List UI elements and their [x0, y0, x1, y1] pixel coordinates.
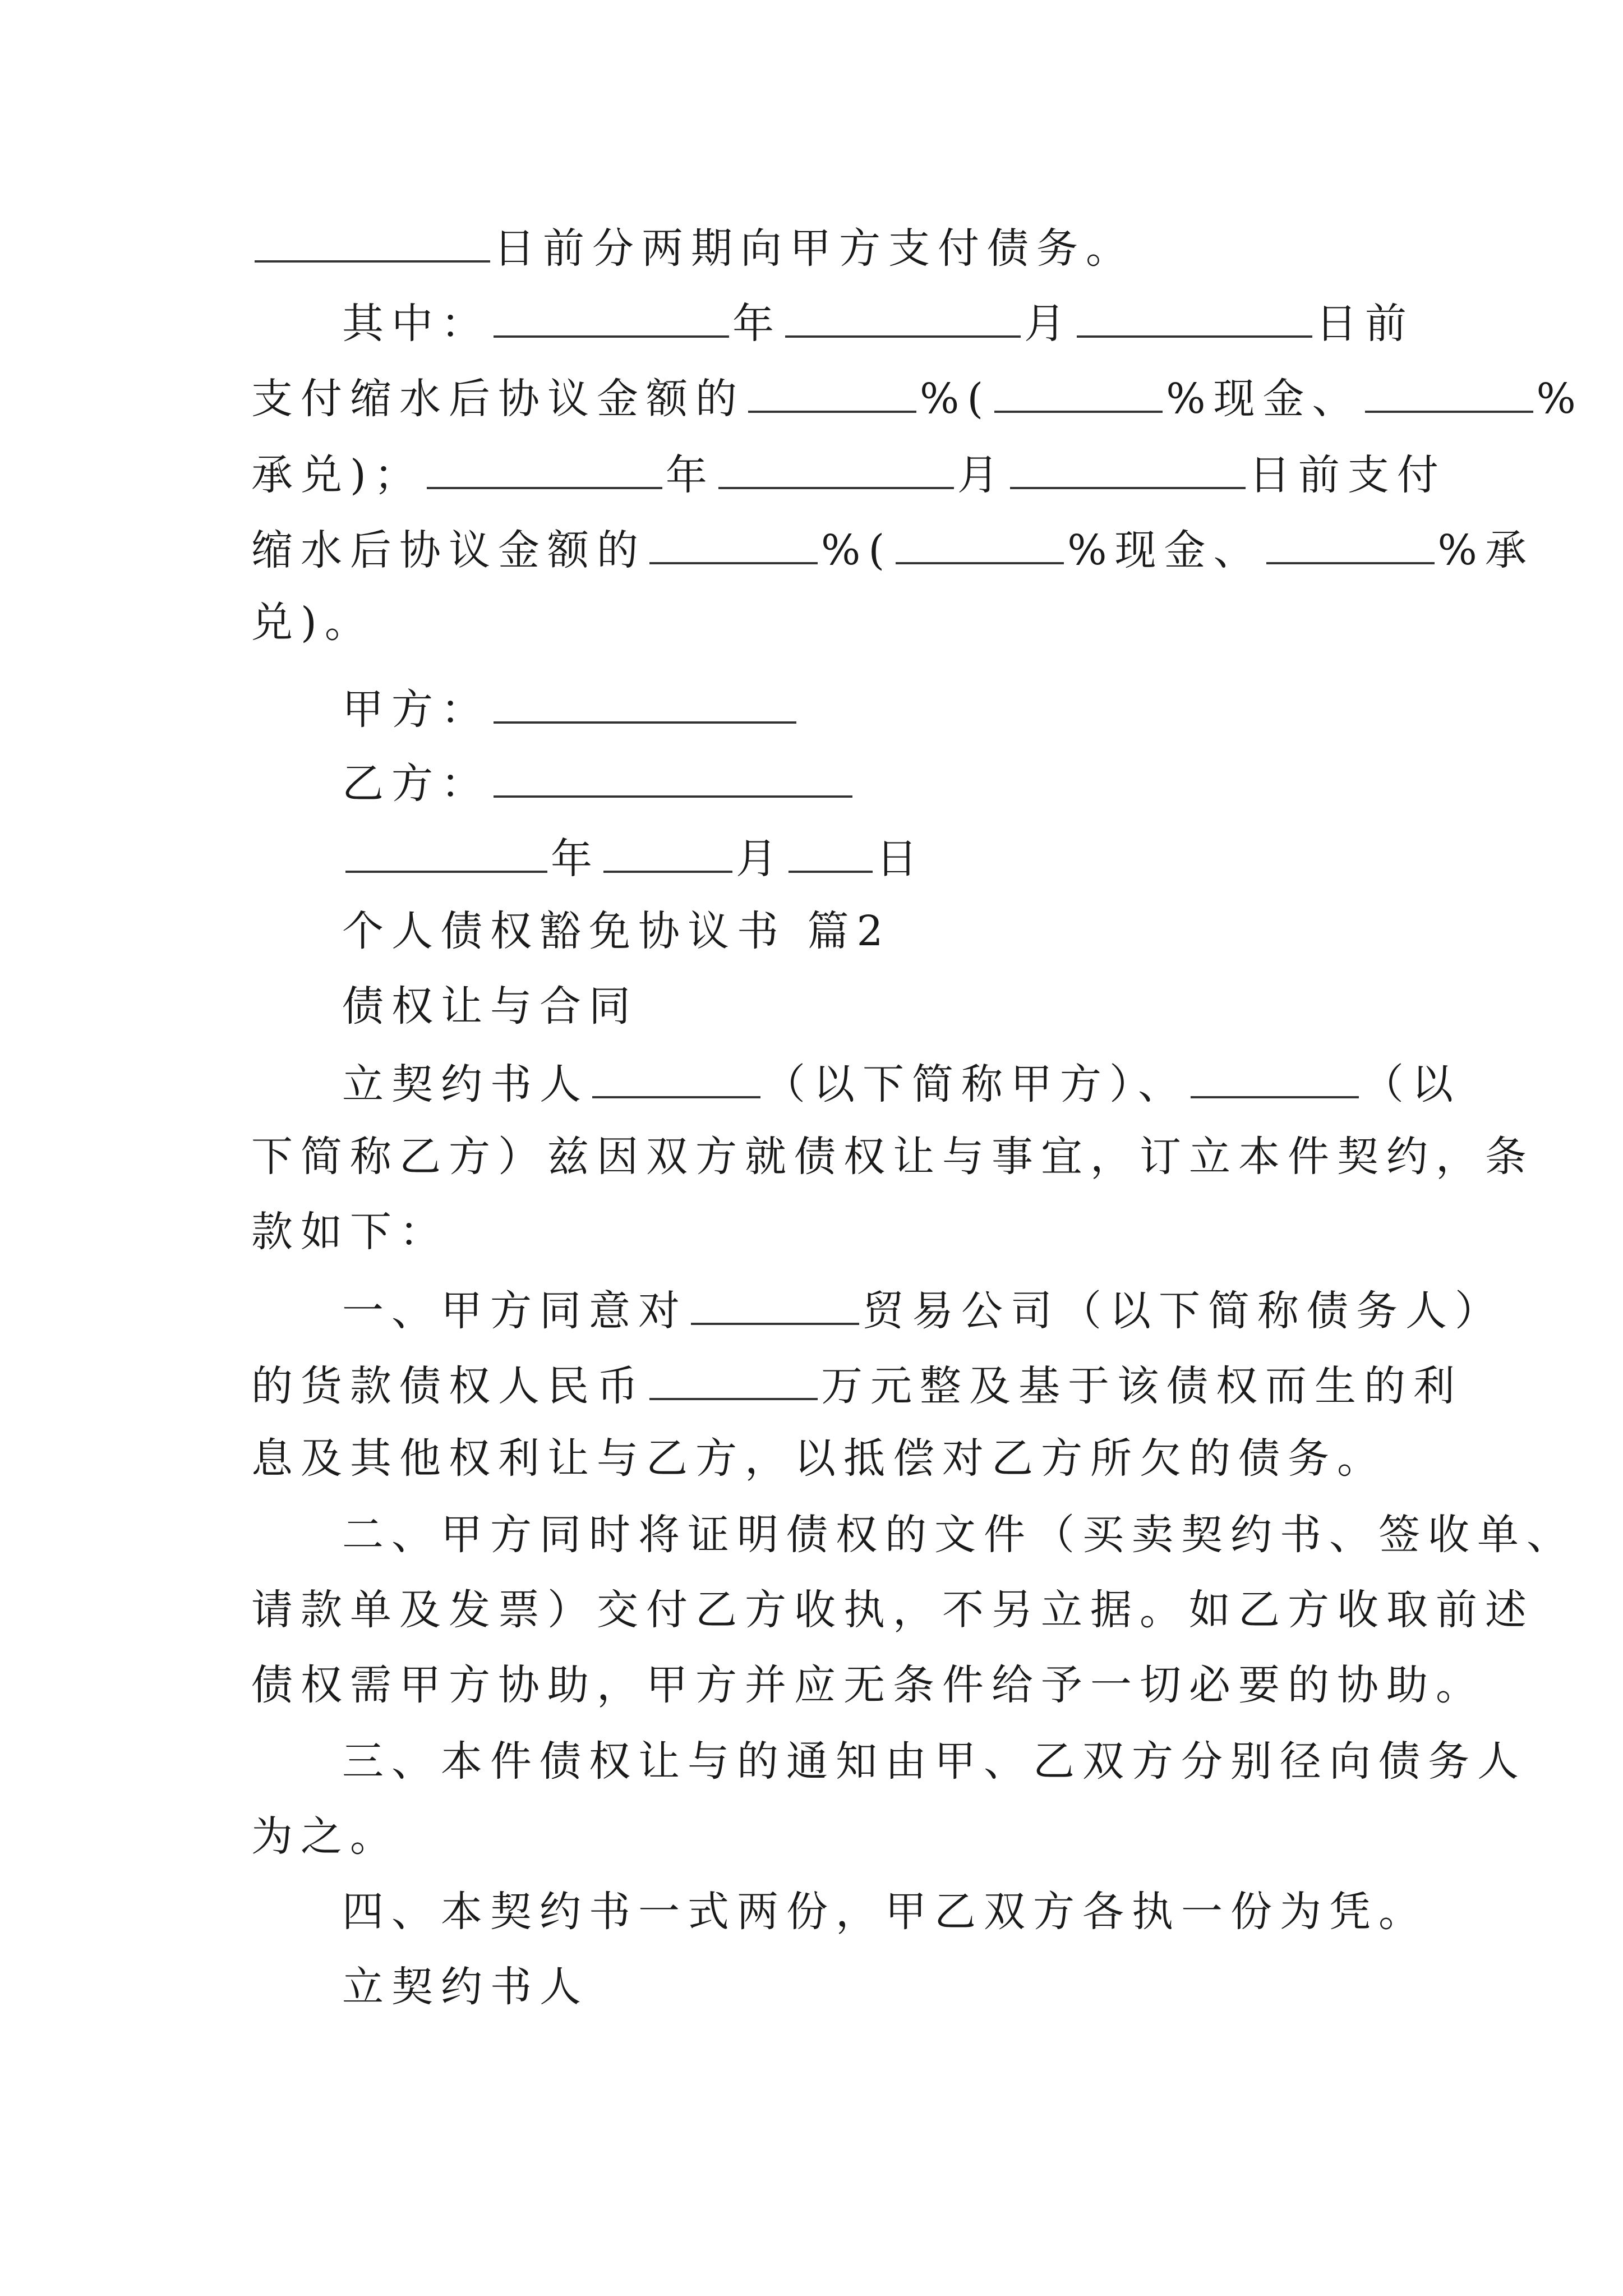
text-line: 债权需甲方协助，甲方并应无条件给予一切必要的协助。	[251, 1661, 1485, 1709]
blank-field	[1266, 510, 1435, 564]
blank-field	[494, 744, 852, 798]
text-line: 缩水后协议金额的 %( %现金、 %承	[251, 510, 1390, 585]
blank-field	[1365, 359, 1533, 413]
text-line: 息及其他权利让与乙方，以抵偿对乙方所欠的债务。	[251, 1434, 1386, 1483]
clause-3: 三、本件债权让与的通知由甲、乙双方分别径向债务人	[342, 1737, 1527, 1786]
section-heading: 个人债权豁免协议书 篇2	[342, 907, 891, 955]
signature-party-a: 甲方：	[251, 670, 1481, 744]
text-line: 承兑)； 年 月 日前支付	[251, 435, 1390, 509]
text-line: 立契约书人 （以下简称甲方）、 （以	[251, 1045, 1481, 1119]
clause-1: 一、甲方同意对 贸易公司（以下简称债务人）	[251, 1271, 1481, 1345]
contract-title: 债权让与合同	[342, 982, 638, 1030]
signature-date: 年 月 日	[251, 819, 1481, 893]
text-line: 兑)。	[251, 599, 374, 647]
text-line: 款如下：	[251, 1208, 449, 1256]
text-line: 请款单及发票）交付乙方收执，不另立据。如乙方收取前述	[251, 1586, 1534, 1634]
blank-field	[345, 819, 547, 873]
blank-field	[1010, 435, 1246, 489]
blank-field	[255, 209, 490, 263]
signature-party-b: 乙方：	[251, 744, 1481, 818]
blank-field	[994, 359, 1163, 413]
blank-field	[649, 1346, 818, 1400]
blank-field	[592, 1045, 760, 1098]
blank-field	[1077, 284, 1312, 338]
blank-field	[896, 510, 1064, 564]
text-line: 为之。	[251, 1812, 399, 1861]
blank-field	[789, 819, 873, 873]
blank-field	[718, 435, 954, 489]
blank-field	[603, 819, 732, 873]
text-line: 的货款债权人民币 万元整及基于该债权而生的利	[251, 1346, 1390, 1420]
text-line: 立契约书人	[342, 1963, 589, 2011]
blank-field	[785, 284, 1021, 338]
text-line: 支付缩水后协议金额的 %( %现金、 %	[251, 359, 1390, 433]
text-line: 日前分两期向甲方支付债务。	[251, 209, 1390, 283]
blank-field	[494, 670, 796, 724]
blank-field	[748, 359, 916, 413]
text-line: 其中： 年 月 日前	[251, 284, 1481, 358]
blank-field	[427, 435, 662, 489]
text-line: 下简称乙方）兹因双方就债权让与事宜，订立本件契约，条	[251, 1133, 1534, 1181]
clause-4: 四、本契约书一式两份，甲乙双方各执一份为凭。	[342, 1888, 1428, 1936]
blank-field	[1191, 1045, 1359, 1098]
blank-field	[494, 284, 729, 338]
blank-field	[691, 1271, 859, 1325]
clause-2: 二、甲方同时将证明债权的文件（买卖契约书、签收单、	[342, 1511, 1576, 1559]
blank-field	[649, 510, 818, 564]
